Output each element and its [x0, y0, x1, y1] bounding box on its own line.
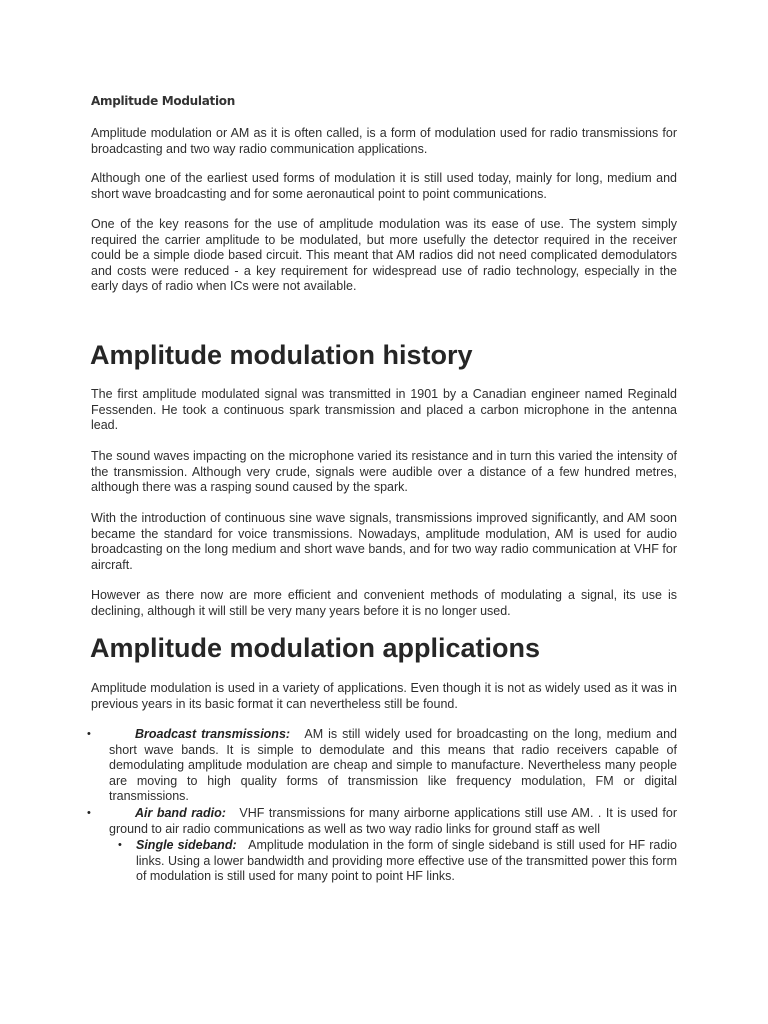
history-paragraph-1: The first amplitude modulated signal was transmitted in 1901 by a Canadian engineer named Reginald Fessenden. He took a continuous spark transmission and placed a carbon microphone in the antenna lead. — [91, 387, 677, 433]
list-item — [109, 727, 677, 805]
history-paragraph-2: The sound waves impacting on the microphone varied its resistance and in turn this varied the intensity of the transmission. Although very crude, signals were audible over a distance of a few hundred metres, although there was a rasping sound caused by the spark. — [91, 449, 677, 495]
list-item-lead: Broadcast transmissions: — [135, 727, 291, 741]
history-heading: Amplitude modulation history — [90, 340, 473, 370]
intro-paragraph-3: One of the key reasons for the use of amplitude modulation was its ease of use. The system simply required the carrier amplitude to be modulated, but more usefully the detector required in the receiver could be a simple diode based circuit. This meant that AM radios did not need complicated demodulators and costs were reduced - a key requirement for widespread use of radio technology, especially in the early days of radio when ICs were not available. — [91, 217, 677, 294]
bullet-marker: • — [87, 807, 91, 819]
bullet-marker: • — [118, 839, 122, 851]
list-item — [109, 806, 677, 837]
intro-paragraph-2: Although one of the earliest used forms of modulation it is still used today, mainly for long, medium and short wave broadcasting and for some aeronautical point to point communications. — [91, 171, 677, 201]
bullet-marker: • — [87, 728, 91, 740]
document-title: Amplitude Modulation — [91, 94, 235, 108]
list-item-text: Amplitude modulation in the form of single sideband is still used for HF radio links. Using a lower bandwidth and providing more effective use of the transmitted power this form of modulation is still used for many point to point HF links. — [136, 838, 678, 884]
list-item-lead: Single sideband: — [136, 838, 237, 852]
applications-heading: Amplitude modulation applications — [90, 633, 541, 663]
list-item — [136, 838, 677, 885]
list-item-text: VHF transmissions for many airborne applications still use AM. . It is used for ground to air radio communications as well as two way radio links for ground staff as well — [109, 806, 677, 836]
history-paragraph-3: With the introduction of continuous sine wave signals, transmissions improved significantly, and AM soon became the standard for voice transmissions. Nowadays, amplitude modulation, AM is used for audio broadcasting on the long medium and short wave bands, and for two way radio communication at VHF for aircraft. — [91, 511, 677, 572]
list-item-text: AM is still widely used for broadcasting on the long, medium and short wave bands. It is simple to demodulate and this means that radio receivers capable of demodulating amplitude modulation are cheap and simple to manufacture. Nevertheless many people are moving to high quality forms of transmission like frequency modulation, FM or digital transmissions. — [109, 727, 677, 804]
history-paragraph-4: However as there now are more efficient and convenient methods of modulating a signal, its use is declining, although it will still be very many years before it is no longer used. — [91, 588, 677, 618]
applications-intro: Amplitude modulation is used in a variety of applications. Even though it is not as widely used as it was in previous years in its basic format it can nevertheless still be found. — [91, 681, 677, 711]
intro-paragraph-1: Amplitude modulation or AM as it is often called, is a form of modulation used for radio transmissions for broadcasting and two way radio communication applications. — [91, 126, 677, 156]
list-item-lead: Air band radio: — [135, 806, 226, 820]
